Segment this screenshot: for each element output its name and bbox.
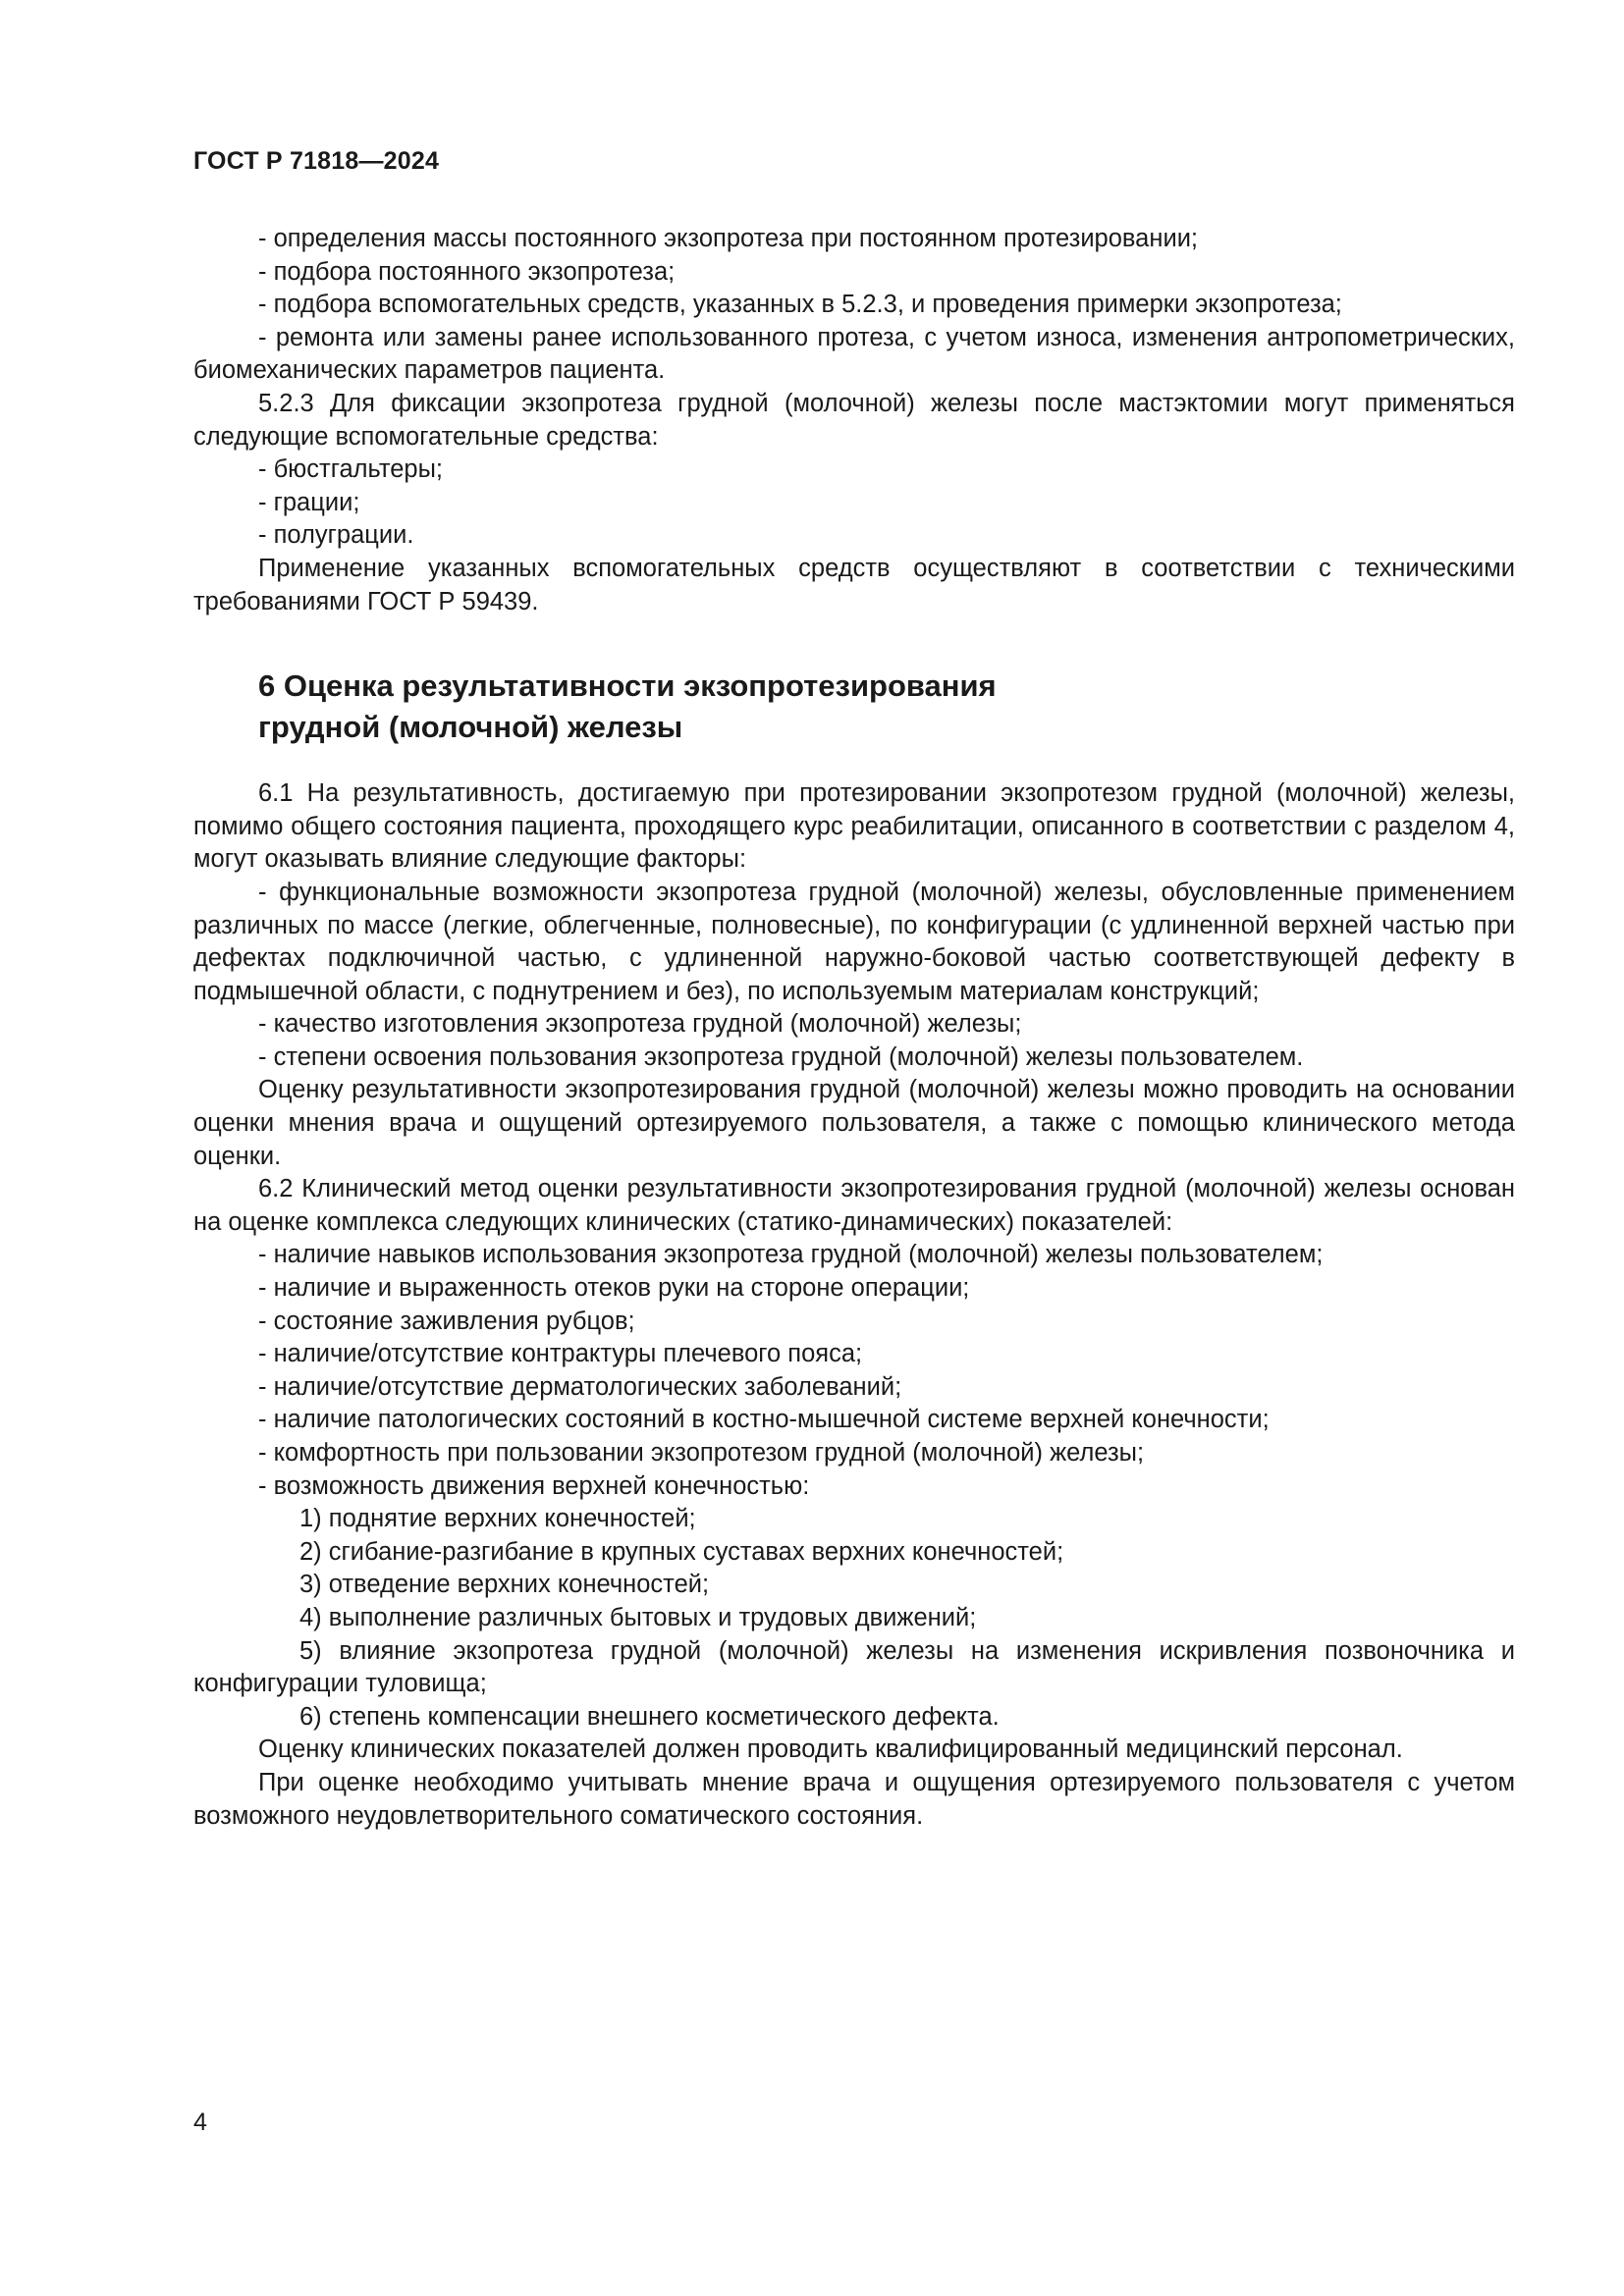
clause-6-2-closing: Оценку клинических показателей должен проводить квалифицированный медицинский персонал. xyxy=(258,1735,1403,1764)
list-item: - качество изготовления экзопротеза грудной (молочной) железы; xyxy=(258,1010,1022,1039)
clause-5-2-3-closing: Применение указанных вспомогательных средств осуществляют в соответствии с техническими требованиями ГОСТ Р 59439. xyxy=(193,554,1515,615)
list-item: - функциональные возможности экзопротеза грудной (молочной) железы, обусловленные применением различных по массе (легкие, облегченные, полновесные), по конфигурации (с удлиненной верхней частью при дефектах подключичной частью, с удлиненной наружно-боковой частью соответствующей дефекту в подмышечной области, с поднутрением и без), по используемым материалам конструкций; xyxy=(193,878,1515,1005)
standard-code: ГОСТ Р 71818—2024 xyxy=(193,147,440,175)
list-item: - наличие навыков использования экзопротеза грудной (молочной) железы пользователем; xyxy=(258,1241,1324,1269)
list-item: - полуграции. xyxy=(258,521,414,550)
section-heading-line: 6 Оценка результативности экзопротезирования xyxy=(258,668,997,704)
section-heading-line: грудной (молочной) железы xyxy=(258,710,683,745)
list-item: - состояние заживления рубцов; xyxy=(258,1307,635,1335)
clause-6-1-closing: Оценку результативности экзопротезирования грудной (молочной) железы можно проводить на основании оценки мнения врача и ощущений ортезируемого пользователя, а также с помощью клинического метода оценки. xyxy=(193,1076,1515,1170)
list-item: - бюстгальтеры; xyxy=(258,455,444,484)
sub-list-item: 2) сгибание-разгибание в крупных суставах верхних конечностей; xyxy=(299,1537,1064,1566)
clause-6-2-intro: 6.2 Клинический метод оценки результативности экзопротезирования грудной (молочной) железы основан на оценке комплекса следующих клинических (статико-динамических) показателей: xyxy=(193,1175,1515,1236)
list-item: - возможность движения верхней конечностью: xyxy=(258,1471,810,1500)
list-item: - ремонта или замены ранее использованного протеза, с учетом износа, изменения антропометрических, биомеханических параметров пациента. xyxy=(193,323,1515,385)
list-item: - наличие/отсутствие контрактуры плечевого пояса; xyxy=(258,1340,863,1368)
list-item: - подбора постоянного экзопротеза; xyxy=(258,257,676,286)
document-body xyxy=(193,223,1515,1833)
sub-list-item: 6) степень компенсации внешнего косметического дефекта. xyxy=(299,1702,1000,1731)
clause-6-2-closing: При оценке необходимо учитывать мнение врача и ощущения ортезируемого пользователя с учетом возможного неудовлетворительного соматического состояния. xyxy=(193,1768,1515,1830)
list-item: - грации; xyxy=(258,488,360,516)
page-number: 4 xyxy=(193,2109,207,2136)
section-6-heading xyxy=(258,666,1515,748)
clause-5-2-3-intro: 5.2.3 Для фиксации экзопротеза грудной (молочной) железы после мастэктомии могут применяться следующие вспомогательные средства: xyxy=(193,389,1515,451)
list-item: - наличие/отсутствие дерматологических заболеваний; xyxy=(258,1372,902,1401)
list-item: - степени освоения пользования экзопротеза грудной (молочной) железы пользователем. xyxy=(258,1042,1304,1071)
sub-list-item: 4) выполнение различных бытовых и трудовых движений; xyxy=(299,1603,977,1631)
list-item: - наличие патологических состояний в костно-мышечной системе верхней конечности; xyxy=(258,1406,1270,1434)
list-item: - определения массы постоянного экзопротеза при постоянном протезировании; xyxy=(258,225,1199,252)
list-item: - наличие и выраженность отеков руки на стороне операции; xyxy=(258,1274,970,1303)
sub-list-item: 1) поднятие верхних конечностей; xyxy=(299,1505,696,1533)
list-item: - комфортность при пользовании экзопротезом грудной (молочной) железы; xyxy=(258,1439,1145,1467)
sub-list-item: 5) влияние экзопротеза грудной (молочной) железы на изменения искривления позвоночника и конфигурации туловища; xyxy=(193,1636,1515,1698)
sub-list-item: 3) отведение верхних конечностей; xyxy=(299,1571,710,1599)
clause-6-1-intro: 6.1 На результативность, достигаемую при протезировании экзопротезом грудной (молочной) железы, помимо общего состояния пациента, проходящего курс реабилитации, описанного в соответствии с разделом 4, могут оказывать влияние следующие факторы: xyxy=(193,779,1515,874)
list-item: - подбора вспомогательных средств, указанных в 5.2.3, и проведения примерки экзопротеза; xyxy=(258,291,1342,319)
